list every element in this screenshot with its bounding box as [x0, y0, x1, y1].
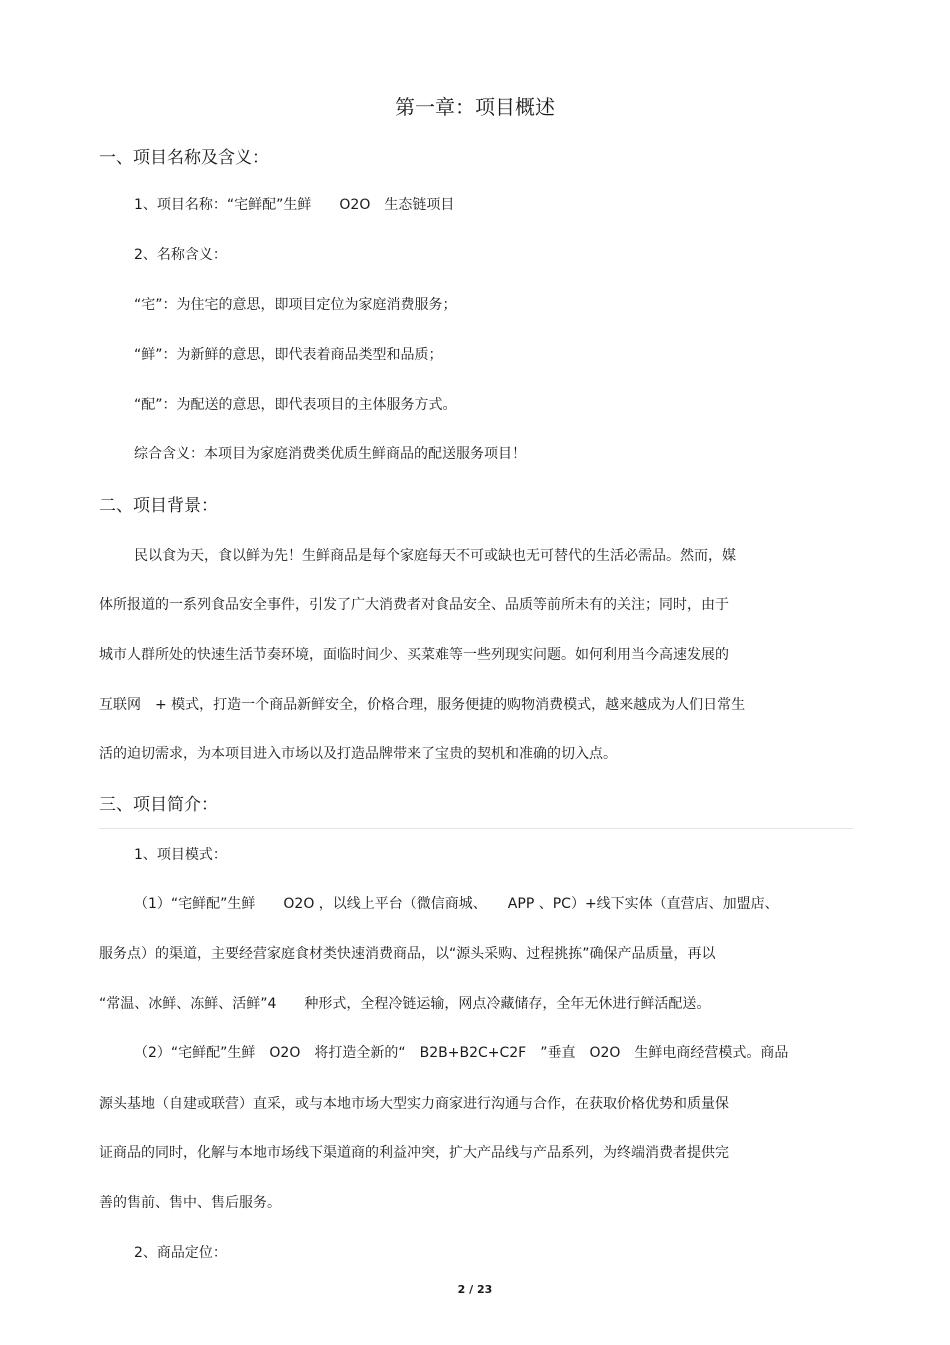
- mode-paragraph-2-line: （2）“宅鲜配”生鲜 O2O 将打造全新的“ B2B+B2C+C2F ”垂直 O2O 生鲜电商经营模式。商品: [134, 1045, 789, 1061]
- project-mode-subheading: 1、项目模式：: [134, 847, 227, 863]
- meaning-zhai: “宅”：为住宅的意思，即项目定位为家庭消费服务；: [134, 297, 457, 313]
- background-line: 活的迫切需求，为本项目进入市场以及打造品牌带来了宝贵的契机和准确的切入点。: [99, 746, 617, 762]
- background-line: 体所报道的一系列食品安全事件，引发了广大消费者对食品安全、品质等前所未有的关注；同时，由于: [99, 597, 729, 613]
- mode-paragraph-1-line: 服务点）的渠道，主要经营家庭食材类快速消费商品，以“源头采购、过程挑拣”确保产品质量，再以: [99, 946, 716, 962]
- product-positioning-subheading: 2、商品定位：: [134, 1245, 227, 1261]
- name-meaning-subheading: 2、名称含义：: [134, 247, 227, 263]
- section-heading-background: 二、项目背景：: [99, 496, 218, 516]
- mode-paragraph-2-line: 善的售前、售中、售后服务。: [99, 1195, 281, 1211]
- divider: [99, 828, 853, 829]
- project-name-line: 1、项目名称：“宅鲜配”生鲜 O2O 生态链项目: [134, 197, 455, 213]
- overall-meaning: 综合含义：本项目为家庭消费类优质生鲜商品的配送服务项目！: [134, 446, 526, 462]
- page-number: 2 / 23: [457, 1283, 493, 1296]
- background-line: 互联网 + 模式，打造一个商品新鲜安全，价格合理，服务便捷的购物消费模式，越来越成为人们日常生: [99, 697, 746, 713]
- mode-paragraph-1-line: “常温、冰鲜、冻鲜、活鲜”4 种形式，全程冷链运输，网点冷藏储存，全年无休进行鲜活配送。: [99, 996, 711, 1012]
- section-heading-name-meaning: 一、项目名称及含义：: [99, 148, 269, 168]
- mode-paragraph-2-line: 证商品的同时，化解与本地市场线下渠道商的利益冲突，扩大产品线与产品系列，为终端消费者提供完: [99, 1145, 729, 1161]
- mode-paragraph-2-line: 源头基地（自建或联营）直采，或与本地市场大型实力商家进行沟通与合作，在获取价格优势和质量保: [99, 1096, 729, 1112]
- background-line: 城市人群所处的快速生活节奏环境，面临时间少、买菜难等一些列现实问题。如何利用当今高速发展的: [99, 647, 729, 663]
- meaning-xian: “鲜”：为新鲜的意思，即代表着商品类型和品质；: [134, 347, 443, 363]
- mode-paragraph-1-line: （1）“宅鲜配”生鲜 O2O ，以线上平台（微信商城、 APP 、PC）+线下实体（直营店、加盟店、: [134, 896, 779, 912]
- section-heading-introduction: 三、项目简介：: [99, 795, 218, 815]
- meaning-pei: “配”：为配送的意思，即代表项目的主体服务方式。: [134, 397, 457, 413]
- chapter-title: 第一章：项目概述: [395, 95, 555, 119]
- background-line: 民以食为天，食以鲜为先！生鲜商品是每个家庭每天不可或缺也无可替代的生活必需品。然而，媒: [134, 548, 736, 564]
